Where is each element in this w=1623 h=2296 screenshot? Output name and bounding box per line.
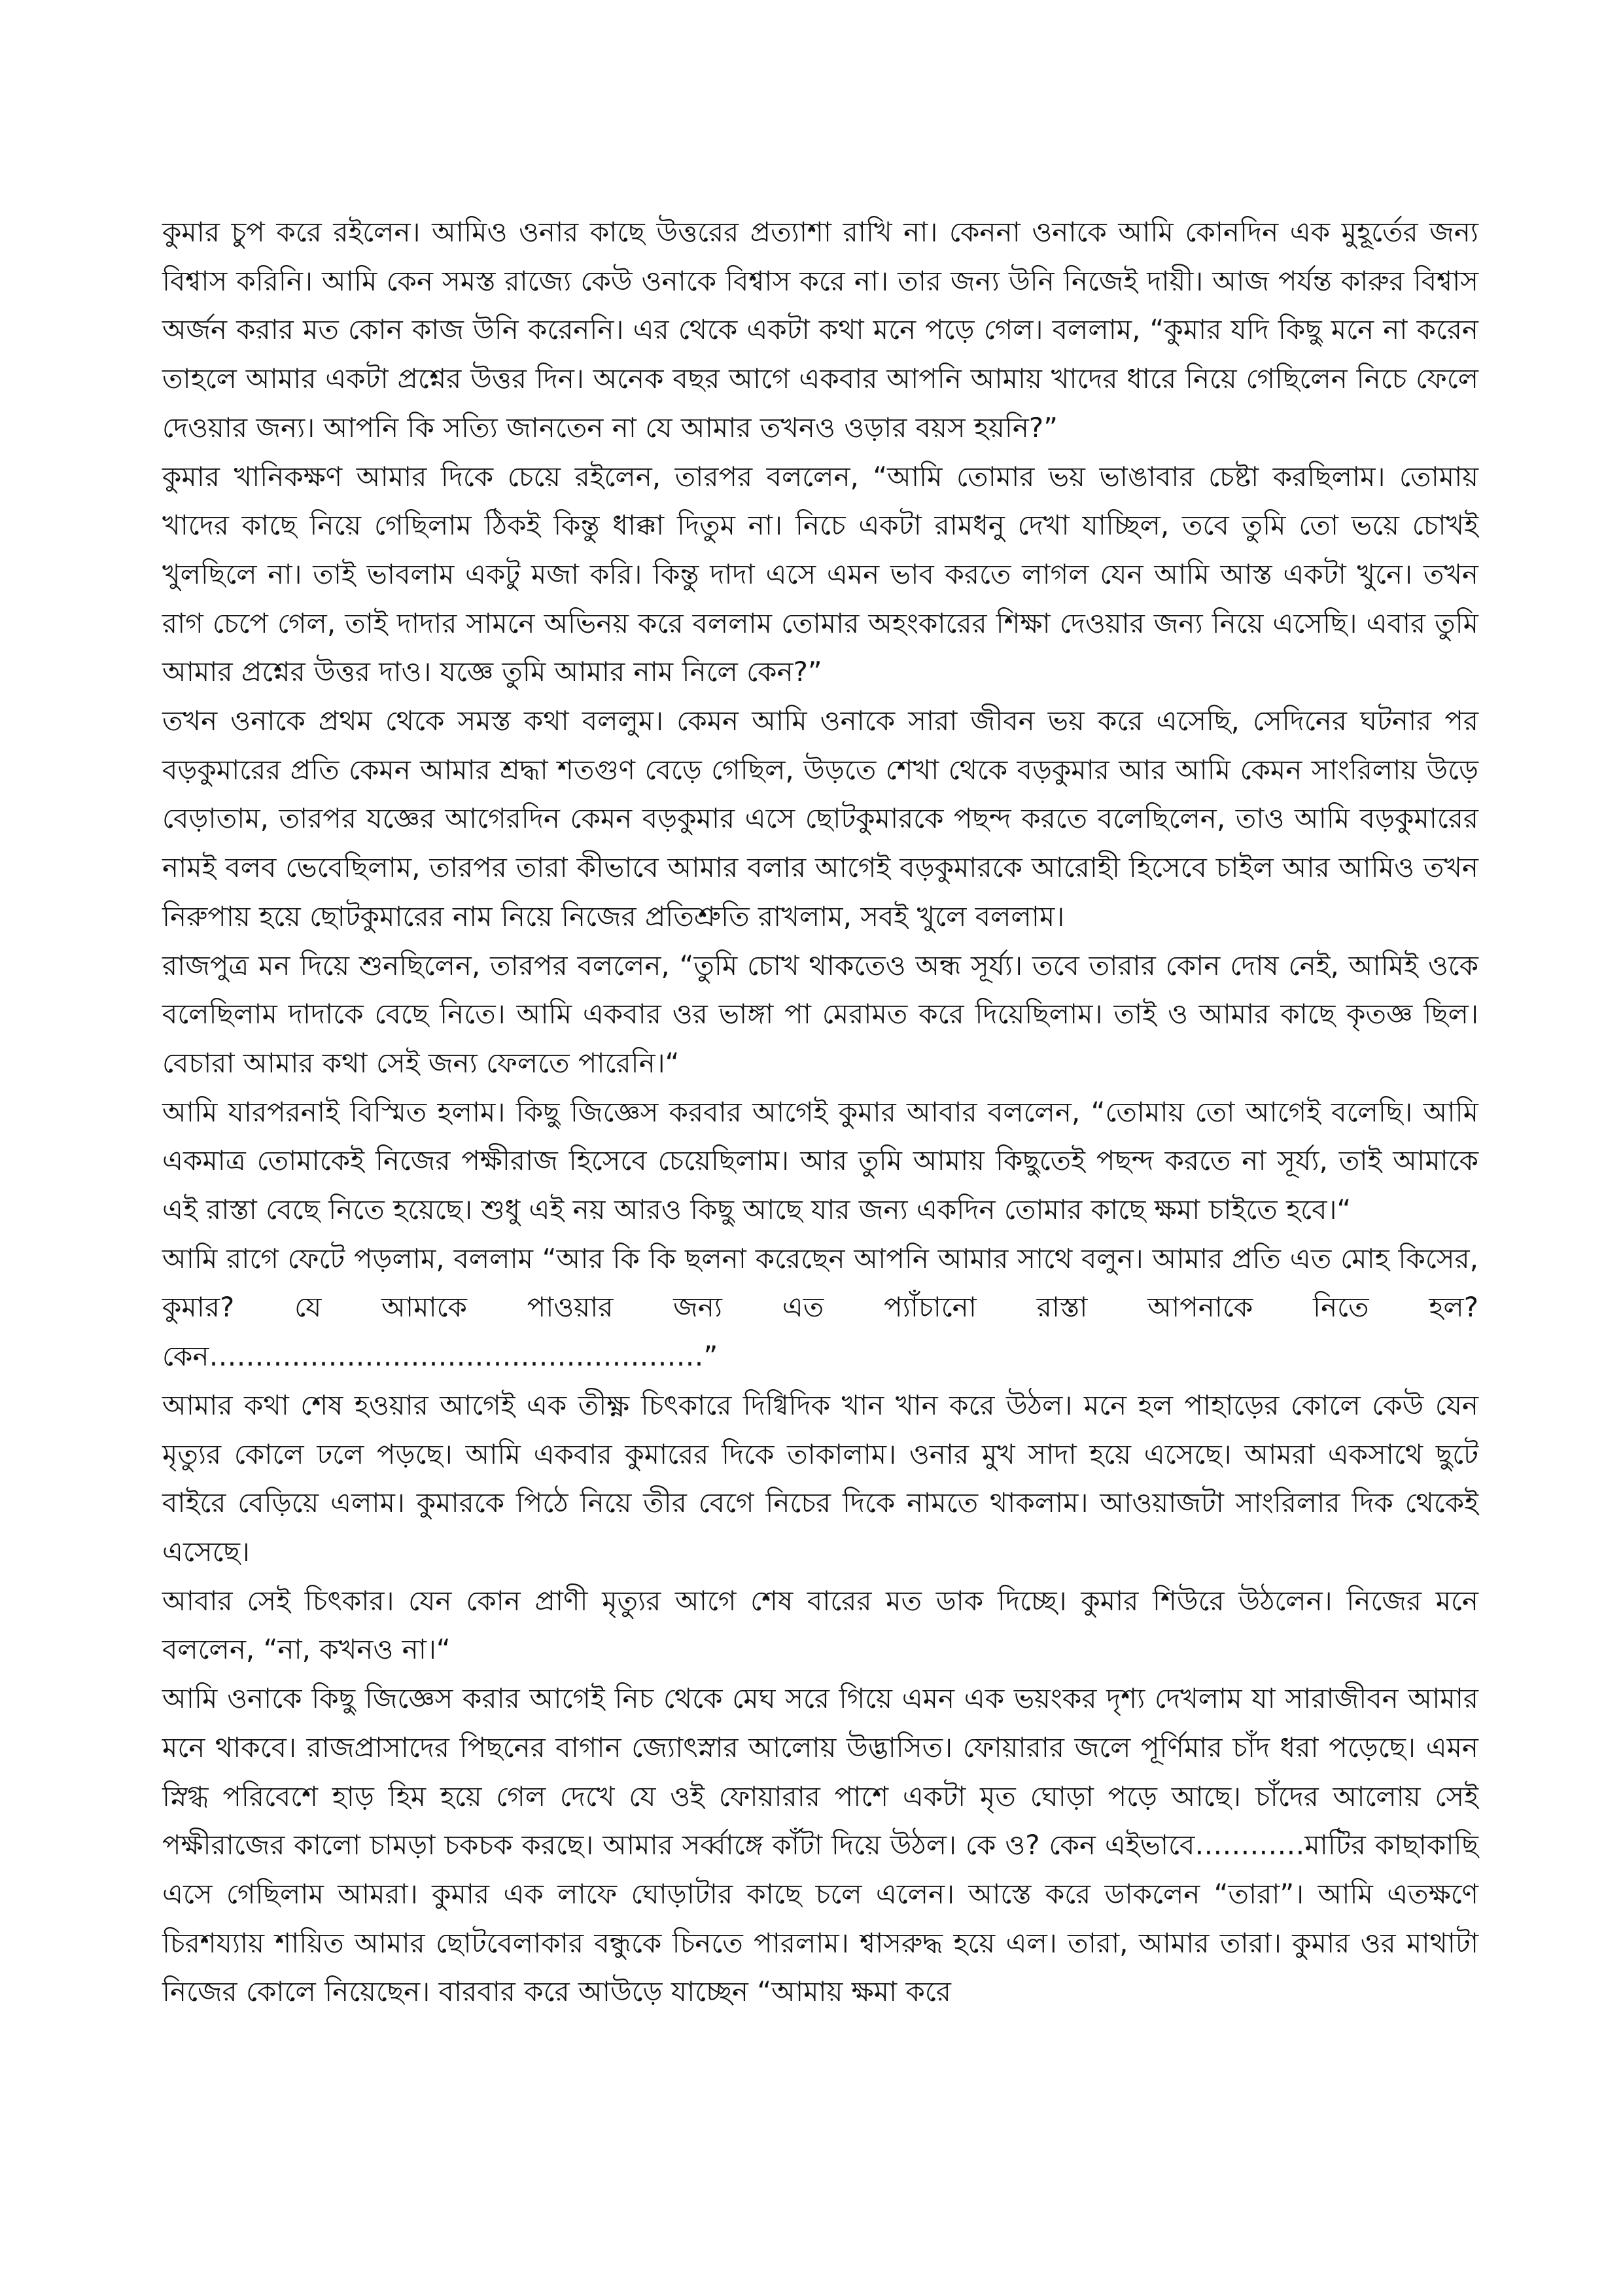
- paragraph: আবার সেই চিৎকার। যেন কোন প্রাণী মৃত্যুর আগে শেষ বারের মত ডাক দিচ্ছে। কুমার শিউরে উঠলেন। নিজের মনে বললেন, “না, কখনও না।“: [162, 1584, 1478, 1666]
- paragraph: আমি রাগে ফেটে পড়লাম, বললাম “আর কি কি ছলনা করেছেন আপনি আমার সাথে বলুন। আমার প্রতি এত মোহ কিসের, কুমার? যে আমাকে পাওয়ার জন্য এত প্যাঁচানো রাস্তা আপনাকে নিতে হল? কেন………………………………………………”: [162, 1242, 1478, 1373]
- document-page: [162, 208, 1478, 2017]
- paragraph: রাজপুত্র মন দিয়ে শুনছিলেন, তারপর বললেন, “তুমি চোখ থাকতেও অন্ধ সূর্য্য। তবে তারার কোন দোষ নেই, আমিই ওকে বলেছিলাম দাদাকে বেছে নিতে। আমি একবার ওর ভাঙ্গা পা মেরামত করে দিয়েছিলাম। তাই ও আমার কাছে কৃতজ্ঞ ছিল। বেচারা আমার কথা সেই জন্য ফেলতে পারেনি।“: [162, 949, 1478, 1079]
- paragraph: কুমার খানিকক্ষণ আমার দিকে চেয়ে রইলেন, তারপর বললেন, “আমি তোমার ভয় ভাঙাবার চেষ্টা করছিলাম। তোমায় খাদের কাছে নিয়ে গেছিলাম ঠিকই কিন্তু ধাক্কা দিতুম না। নিচে একটা রামধনু দেখা যাচ্ছিল, তবে তুমি তো ভয়ে চোখই খুলছিলে না। তাই ভাবলাম একটু মজা করি। কিন্তু দাদা এসে এমন ভাব করতে লাগল যেন আমি আস্ত একটা খুনে। তখন রাগ চেপে গেল, তাই দাদার সামনে অভিনয় করে বললাম তোমার অহংকারের শিক্ষা দেওয়ার জন্য নিয়ে এসেছি। এবার তুমি আমার প্রশ্নের উত্তর দাও। যজ্ঞে তুমি আমার নাম নিলে কেন?”: [162, 460, 1478, 688]
- paragraph: তখন ওনাকে প্রথম থেকে সমস্ত কথা বললুম। কেমন আমি ওনাকে সারা জীবন ভয় করে এসেছি, সেদিনের ঘটনার পর বড়কুমারের প্রতি কেমন আমার শ্রদ্ধা শতগুণ বেড়ে গেছিল, উড়তে শেখা থেকে বড়কুমার আর আমি কেমন সাংরিলায় উড়ে বেড়াতাম, তারপর যজ্ঞের আগেরদিন কেমন বড়কুমার এসে ছোটকুমারকে পছন্দ করতে বলেছিলেন, তাও আমি বড়কুমারের নামই বলব ভেবেছিলাম, তারপর তারা কীভাবে আমার বলার আগেই বড়কুমারকে আরোহী হিসেবে চাইল আর আমিও তখন নিরুপায় হয়ে ছোটকুমারের নাম নিয়ে নিজের প্রতিশ্রুতি রাখলাম, সবই খুলে বললাম।: [162, 705, 1478, 932]
- paragraph: কুমার চুপ করে রইলেন। আমিও ওনার কাছে উত্তরের প্রত্যাশা রাখি না। কেননা ওনাকে আমি কোনদিন এক মুহূর্তের জন্য বিশ্বাস করিনি। আমি কেন সমস্ত রাজ্যে কেউ ওনাকে বিশ্বাস করে না। তার জন্য উনি নিজেই দায়ী। আজ পর্যন্ত কারুর বিশ্বাস অর্জন করার মত কোন কাজ উনি করেননি। এর থেকে একটা কথা মনে পড়ে গেল। বললাম, “কুমার যদি কিছু মনে না করেন তাহলে আমার একটা প্রশ্নের উত্তর দিন। অনেক বছর আগে একবার আপনি আমায় খাদের ধারে নিয়ে গেছিলেন নিচে ফেলে দেওয়ার জন্য। আপনি কি সত্যি জানতেন না যে আমার তখনও ওড়ার বয়স হয়নি?”: [162, 216, 1478, 444]
- paragraph: আমি ওনাকে কিছু জিজ্ঞেস করার আগেই নিচ থেকে মেঘ সরে গিয়ে এমন এক ভয়ংকর দৃশ্য দেখলাম যা সারাজীবন আমার মনে থাকবে। রাজপ্রাসাদের পিছনের বাগান জ্যোৎস্নার আলোয় উদ্ভাসিত। ফোয়ারার জলে পূর্ণিমার চাঁদ ধরা পড়েছে। এমন স্নিগ্ধ পরিবেশে হাড় হিম হয়ে গেল দেখে যে ওই ফোয়ারার পাশে একটা মৃত ঘোড়া পড়ে আছে। চাঁদের আলোয় সেই পক্ষীরাজের কালো চামড়া চকচক করছে। আমার সর্ব্বাঙ্গে কাঁটা দিয়ে উঠল। কে ও? কেন এইভাবে…………মাটির কাছাকাছি এসে গেছিলাম আমরা। কুমার এক লাফে ঘোড়াটার কাছে চলে এলেন। আস্তে করে ডাকলেন “তারা”। আমি এতক্ষণে চিরশয্যায় শায়িত আমার ছোটবেলাকার বন্ধুকে চিনতে পারলাম। শ্বাসরুদ্ধ হয়ে এল। তারা, আমার তারা। কুমার ওর মাথাটা নিজের কোলে নিয়েছেন। বারবার করে আউড়ে যাচ্ছেন “আমায় ক্ষমা করে: [162, 1682, 1478, 2008]
- paragraph: আমার কথা শেষ হওয়ার আগেই এক তীক্ষ্ণ চিৎকারে দিগ্বিদিক খান খান করে উঠল। মনে হল পাহাড়ের কোলে কেউ যেন মৃত্যুর কোলে ঢলে পড়ছে। আমি একবার কুমারের দিকে তাকালাম। ওনার মুখ সাদা হয়ে এসেছে। আমরা একসাথে ছুটে বাইরে বেড়িয়ে এলাম। কুমারকে পিঠে নিয়ে তীর বেগে নিচের দিকে নামতে থাকলাম। আওয়াজটা সাংরিলার দিক থেকেই এসেছে।: [162, 1388, 1478, 1568]
- paragraph: আমি যারপরনাই বিস্মিত হলাম। কিছু জিজ্ঞেস করবার আগেই কুমার আবার বললেন, “তোমায় তো আগেই বলেছি। আমি একমাত্র তোমাকেই নিজের পক্ষীরাজ হিসেবে চেয়েছিলাম। আর তুমি আমায় কিছুতেই পছন্দ করতে না সূর্য্য, তাই আমাকে এই রাস্তা বেছে নিতে হয়েছে। শুধু এই নয় আরও কিছু আছে যার জন্য একদিন তোমার কাছে ক্ষমা চাইতে হবে।“: [162, 1095, 1478, 1226]
